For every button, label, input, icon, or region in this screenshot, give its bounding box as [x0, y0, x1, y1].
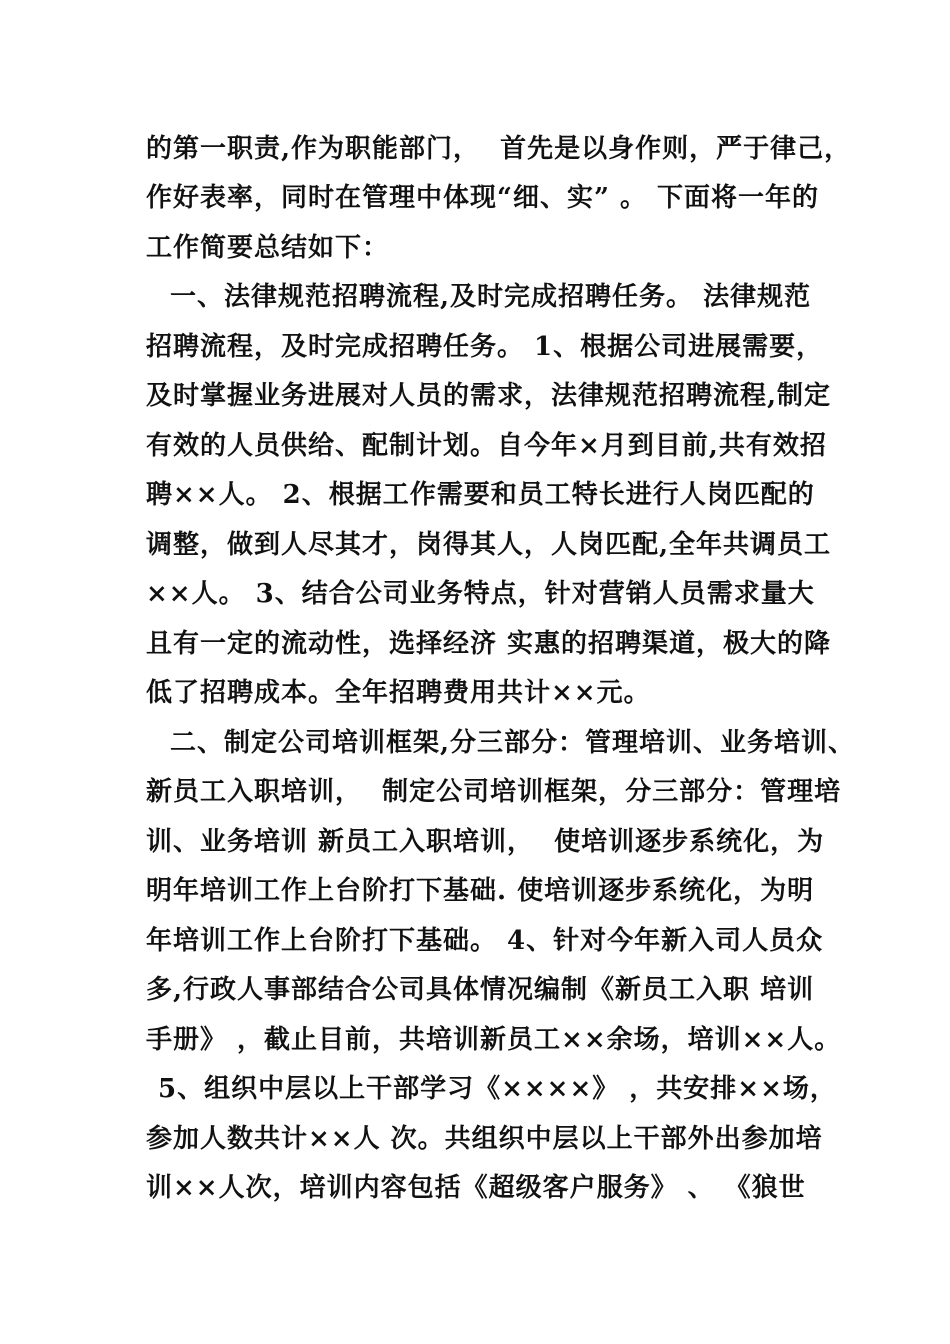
text-line: 招聘流程，及时完成招聘任务。 1、根据公司进展需要， — [146, 332, 824, 362]
text-line: 训××人次，培训内容包括《超级客户服务》 、 《狼世 — [146, 1173, 806, 1203]
text-line: 调整，做到人尽其才，岗得其人，人岗匹配,全年共调员工 — [146, 530, 832, 560]
text-line: 明年培训工作上台阶打下基础. 使培训逐步系统化，为明 — [146, 876, 815, 906]
text-line: 手册》 ，截止目前，共培训新员工××余场，培训××人。 — [146, 1025, 842, 1055]
text-line: 二、制定公司培训框架,分三部分：管理培训、业务培训、 — [170, 728, 856, 758]
text-line: 参加人数共计××人 次。共组织中层以上干部外出参加培 — [146, 1124, 823, 1154]
text-line: 新员工入职培训， 制定公司培训框架，分三部分：管理培 — [146, 777, 842, 807]
text-line: 工作简要总结如下： — [146, 233, 390, 263]
text-line: 及时掌握业务进展对人员的需求，法律规范招聘流程,制定 — [146, 381, 832, 411]
text-line: 低了招聘成本。全年招聘费用共计××元。 — [146, 678, 651, 708]
text-line: ××人。 3、结合公司业务特点，针对营销人员需求量大 — [146, 579, 815, 609]
text-line: 多,行政人事部结合公司具体情况编制《新员工入职 培训 — [146, 975, 815, 1005]
text-line: 5、组织中层以上干部学习《××××》 ，共安排××场， — [158, 1074, 837, 1104]
text-line: 有效的人员供给、配制计划。自今年×月到目前,共有效招 — [146, 431, 827, 461]
text-line: 的第一职责,作为职能部门， 首先是以身作则，严于律己， — [146, 134, 852, 164]
text-line: 且有一定的流动性，选择经济 实惠的招聘渠道，极大的降 — [146, 629, 832, 659]
text-line: 年培训工作上台阶打下基础。 4、针对今年新入司人员众 — [146, 926, 824, 956]
text-line: 一、法律规范招聘流程,及时完成招聘任务。 法律规范 — [170, 282, 812, 312]
text-line: 聘××人。 2、根据工作需要和员工特长进行人岗匹配的 — [146, 480, 815, 510]
text-line: 训、业务培训 新员工入职培训， 使培训逐步系统化，为 — [146, 827, 825, 857]
text-line: 作好表率，同时在管理中体现“细、实” 。 下面将一年的 — [146, 183, 820, 213]
